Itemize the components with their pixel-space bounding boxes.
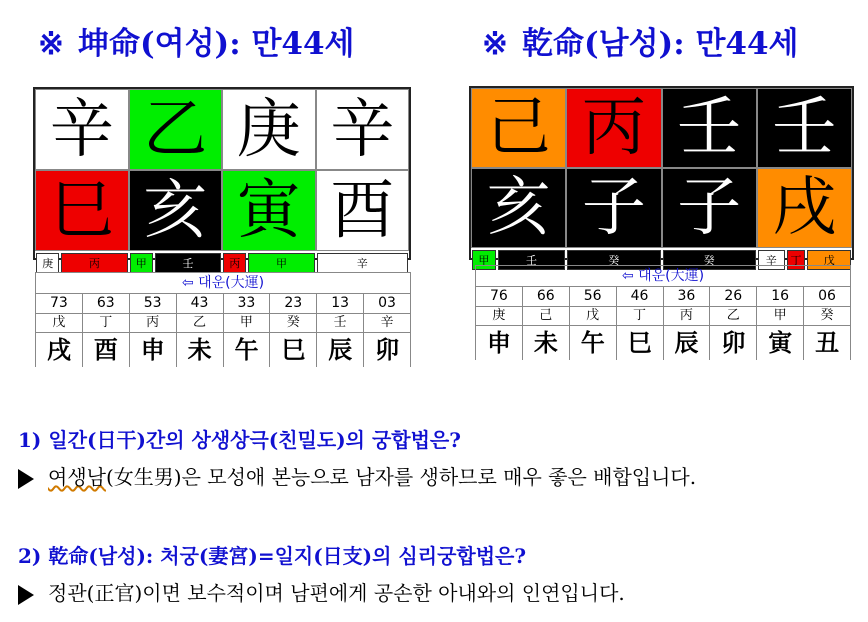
daewoon-age: 16 [757, 286, 804, 306]
earthly-branch-row [471, 168, 852, 248]
answer-2: 정관(正官)이면 보수적이며 남편에게 공손한 아내와의 인연입니다. [18, 577, 625, 606]
daewoon-age: 63 [83, 293, 130, 313]
daewoon-age: 03 [364, 293, 411, 313]
daewoon-stem: 丁 [617, 306, 664, 325]
daewoon-branch: 卯 [710, 325, 757, 360]
hidden-stem: 甲 [472, 250, 496, 270]
hidden-stem: 戊 [807, 250, 851, 270]
hidden-stem: 壬 [155, 253, 221, 273]
branch-cell: 酉 [316, 170, 410, 251]
daewoon-age: 73 [36, 293, 83, 313]
daewoon-stem: 乙 [710, 306, 757, 325]
daewoon-stem: 丙 [130, 313, 177, 332]
daewoon-stem: 丁 [83, 313, 130, 332]
hidden-stem: 癸 [663, 250, 756, 270]
right-title: ※ 乾命(남성): 만44세 [482, 26, 799, 62]
branch-cell: 子 [566, 168, 661, 248]
daewoon-age: 13 [317, 293, 364, 313]
daewoon-age: 66 [523, 286, 570, 306]
daewoon-title: ⇦ 대운(大運) [35, 272, 411, 293]
daewoon-stem: 丙 [664, 306, 711, 325]
daewoon-branch: 寅 [757, 325, 804, 360]
stem-cell: 壬 [662, 88, 757, 168]
daewoon-stem: 乙 [177, 313, 224, 332]
daewoon-stem: 戊 [36, 313, 83, 332]
daewoon-stem: 辛 [364, 313, 411, 332]
triangle-bullet-icon [18, 469, 34, 489]
daewoon-stem: 甲 [757, 306, 804, 325]
hidden-stem: 壬 [498, 250, 565, 270]
daewoon-age: 36 [664, 286, 711, 306]
triangle-bullet-icon [18, 585, 34, 605]
stem-cell: 庚 [222, 89, 316, 170]
branch-cell: 巳 [35, 170, 129, 251]
daewoon-stem: 己 [523, 306, 570, 325]
daewoon-age: 56 [570, 286, 617, 306]
daewoon-age: 53 [130, 293, 177, 313]
daewoon-branch: 酉 [83, 332, 130, 367]
reference-mark-icon: ※ [38, 26, 64, 62]
hidden-stem-row [35, 253, 409, 273]
daewoon-age: 43 [177, 293, 224, 313]
heavenly-stem-row [471, 88, 852, 168]
daewoon-branch: 未 [177, 332, 224, 367]
question-1: 1) 일간(日干)간의 상생상극(친밀도)의 궁합법은? [18, 428, 461, 452]
heavenly-stem-row [35, 89, 409, 170]
hidden-stem: 丙 [61, 253, 127, 273]
daewoon-age: 06 [804, 286, 851, 306]
stem-cell: 己 [471, 88, 566, 168]
answer-1: 여생남(女生男)은 모성애 본능으로 남자를 생하므로 매우 좋은 배합입니다. [18, 461, 696, 490]
daewoon-branch: 未 [523, 325, 570, 360]
daewoon-age: 33 [224, 293, 271, 313]
daewoon-branch: 丑 [804, 325, 851, 360]
daewoon-branch: 巳 [270, 332, 317, 367]
hidden-stem: 丁 [787, 250, 806, 270]
hidden-stem: 辛 [758, 250, 785, 270]
right-daewoon-table [475, 265, 851, 360]
hidden-stem: 甲 [248, 253, 314, 273]
daewoon-stem: 庚 [476, 306, 523, 325]
question-2: 2) 乾命(남성): 처궁(妻宮)=일지(日支)의 심리궁합법은? [18, 544, 527, 568]
right-pillar-chart [469, 86, 854, 267]
hidden-stem: 丙 [223, 253, 246, 273]
stem-cell: 辛 [35, 89, 129, 170]
stem-cell: 辛 [316, 89, 410, 170]
daewoon-branch: 辰 [317, 332, 364, 367]
daewoon-stem: 甲 [224, 313, 271, 332]
left-title: ※ 坤命(여성): 만44세 [38, 26, 355, 62]
hidden-stem: 甲 [130, 253, 153, 273]
daewoon-branch: 午 [570, 325, 617, 360]
daewoon-branch: 申 [476, 325, 523, 360]
daewoon-age: 26 [710, 286, 757, 306]
stem-cell: 乙 [129, 89, 223, 170]
hidden-stem: 辛 [317, 253, 409, 273]
left-daewoon-table [35, 272, 411, 367]
reference-mark-icon: ※ [482, 26, 508, 62]
daewoon-stem: 癸 [270, 313, 317, 332]
daewoon-branch: 午 [224, 332, 271, 367]
branch-cell: 亥 [471, 168, 566, 248]
branch-cell: 子 [662, 168, 757, 248]
daewoon-branch: 辰 [664, 325, 711, 360]
daewoon-branch: 申 [130, 332, 177, 367]
daewoon-branch: 巳 [617, 325, 664, 360]
stem-cell: 丙 [566, 88, 661, 168]
branch-cell: 戌 [757, 168, 852, 248]
daewoon-branch: 卯 [364, 332, 411, 367]
hidden-stem: 癸 [567, 250, 660, 270]
left-pillar-chart [33, 87, 411, 270]
daewoon-stem: 戊 [570, 306, 617, 325]
stem-cell: 壬 [757, 88, 852, 168]
daewoon-branch: 戌 [36, 332, 83, 367]
daewoon-title: ⇦ 대운(大運) [475, 265, 851, 286]
daewoon-age: 76 [476, 286, 523, 306]
daewoon-age: 46 [617, 286, 664, 306]
daewoon-stem: 癸 [804, 306, 851, 325]
earthly-branch-row [35, 170, 409, 251]
branch-cell: 寅 [222, 170, 316, 251]
hidden-stem: 庚 [36, 253, 59, 273]
daewoon-stem: 壬 [317, 313, 364, 332]
daewoon-age: 23 [270, 293, 317, 313]
branch-cell: 亥 [129, 170, 223, 251]
